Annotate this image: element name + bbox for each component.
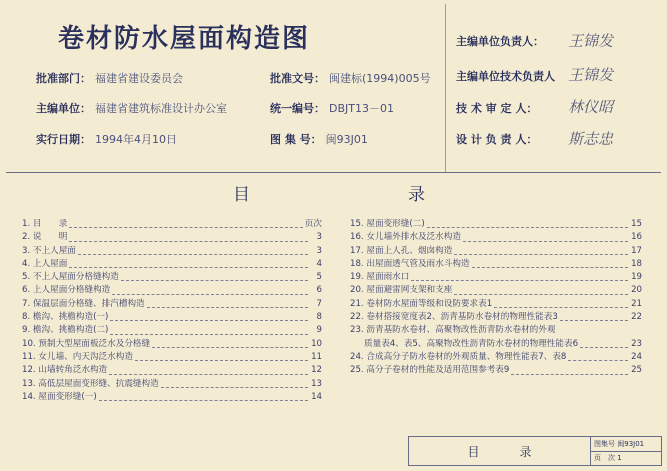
toc-item — [22, 284, 322, 297]
toc-item — [22, 271, 322, 284]
toc-item-label: 18. 出屋面透气管及雨水斗构造 — [350, 258, 470, 269]
toc-leader — [511, 374, 628, 375]
toc-item — [22, 298, 322, 311]
toc-leader — [109, 374, 308, 375]
toc-item-label: 8. 檐沟、挑檐构造(一) — [22, 312, 109, 323]
toc-item — [22, 378, 322, 391]
signature-1: 王锦发 — [568, 32, 614, 50]
toc-item — [22, 338, 322, 351]
toc-leader — [69, 241, 308, 242]
toc-item-page: 15 — [631, 219, 642, 229]
toc-item-label: 23. 沥青基防水卷材、高聚物改性沥青防水卷材的外观 — [350, 325, 556, 336]
toc-item-label: 9. 檐沟、挑檐构造(二) — [22, 325, 109, 336]
toc-left-column — [22, 218, 322, 404]
toc-leader — [99, 400, 308, 401]
toc-leader — [147, 307, 308, 308]
toc-item — [22, 231, 322, 244]
toc-item-page: 17 — [631, 245, 642, 256]
toc-item-page: 6 — [316, 285, 322, 296]
toc-item — [350, 218, 642, 231]
toc-item-label: 21. 卷材防水屋面等级和设防要求表1 — [350, 298, 493, 309]
toc-item — [350, 338, 642, 351]
toc-item-label: 15. 屋面变形缝(二) — [350, 219, 425, 229]
chief-unit: 主编单位： 福建省建筑标准设计办公室 — [36, 102, 227, 115]
title-block — [408, 436, 662, 466]
toc-right-column — [350, 218, 642, 378]
toc-leader — [78, 254, 308, 255]
title-block-name: 目 录 — [409, 437, 591, 465]
toc-item — [22, 324, 322, 337]
toc-item — [350, 245, 642, 258]
toc-item-label: 16. 女儿墙外排水及泛水构造 — [350, 232, 461, 243]
unified-number: 统一编号： DBJT13－01 — [270, 102, 394, 115]
toc-item — [350, 284, 642, 297]
toc-item-page: 14 — [311, 391, 322, 402]
toc-item-label: 5. 不上人屋面分格缝构造 — [22, 272, 119, 283]
toc-item-page: 16 — [631, 232, 642, 243]
signer-label-4: 设 计 负 责 人： — [456, 133, 538, 146]
toc-item-label: 7. 保温层面分格缝、排汽槽构造 — [22, 298, 145, 309]
title-block-info: 图集号 闽93J01 页 次 1 — [591, 437, 661, 465]
toc-heading-left: 目 — [233, 185, 250, 205]
toc-leader — [494, 307, 628, 308]
toc-item-label: 14. 屋面变形缝(一) — [22, 391, 97, 402]
toc-item-page: 19 — [631, 272, 642, 283]
toc-leader — [112, 294, 308, 295]
toc-leader — [121, 280, 308, 281]
toc-leader — [560, 320, 628, 321]
approval-doc: 批准文号： 闽建标(1994)005号 — [270, 72, 431, 85]
signer-label-1: 主编单位负责人： — [456, 35, 544, 48]
signature-3: 林仪昭 — [568, 98, 614, 116]
toc-item — [22, 311, 322, 324]
toc-item-page: 页次 — [304, 219, 322, 229]
toc-item-label: 22. 卷材搭接宽度表2、沥青基防水卷材的物理性能表3 — [350, 312, 558, 323]
toc-item-page: 23 — [631, 338, 642, 349]
toc-leader — [454, 294, 628, 295]
toc-item-label: 25. 高分子卷材的性能及适用范围参考表9 — [350, 365, 510, 376]
toc-item-page: 25 — [631, 365, 642, 376]
toc-leader — [427, 227, 628, 228]
toc-item-label: 2. 说 明 — [22, 232, 68, 243]
toc-item-page: 24 — [631, 351, 642, 362]
header-divider — [445, 4, 446, 172]
toc-leader — [161, 387, 308, 388]
toc-item-page: 11 — [311, 351, 322, 362]
toc-item-label: 20. 屋面避雷网支架和支座 — [350, 285, 453, 296]
toc-item — [22, 218, 322, 231]
toc-leader — [69, 227, 302, 228]
toc-item-page: 21 — [631, 298, 642, 309]
toc-item-page: 3 — [316, 232, 322, 243]
toc-leader — [454, 254, 628, 255]
toc-leader — [110, 334, 308, 335]
toc-leader — [568, 360, 628, 361]
toc-item-page: 8 — [316, 312, 322, 323]
toc-item — [350, 271, 642, 284]
toc-item-label: 13. 高低层屋面变形缝、抗震缝构造 — [22, 378, 159, 389]
toc-item-label: 3. 不上人屋面 — [22, 245, 76, 256]
toc-item-page: 18 — [631, 258, 642, 269]
toc-item-label: 11. 女儿墙、内天沟泛水构造 — [22, 351, 133, 362]
toc-item — [350, 364, 642, 377]
toc-leader — [411, 280, 628, 281]
atlas-number: 图 集 号： 闽93J01 — [270, 133, 368, 146]
toc-item — [22, 391, 322, 404]
toc-item — [22, 351, 322, 364]
toc-item-page: 3 — [316, 245, 322, 256]
approval-dept: 批准部门： 福建省建设委员会 — [36, 72, 183, 85]
toc-leader — [69, 267, 308, 268]
toc-item-label: 1. 目 录 — [22, 219, 68, 229]
toc-item — [350, 324, 642, 337]
toc-item-label: 19. 屋面雨水口 — [350, 272, 410, 283]
toc-item — [350, 258, 642, 271]
toc-item — [22, 245, 322, 258]
toc-item-page: 22 — [631, 312, 642, 323]
toc-leader — [580, 347, 628, 348]
toc-item — [350, 311, 642, 324]
toc-item-page: 9 — [316, 325, 322, 336]
signer-label-3: 技 术 审 定 人： — [456, 102, 538, 115]
toc-item-label: 4. 上人屋面 — [22, 258, 68, 269]
sheet-title: 卷材防水屋面构造图 — [58, 24, 311, 54]
toc-item — [350, 351, 642, 364]
toc-leader — [110, 320, 308, 321]
toc-item-label: 6. 上人屋面分格缝构造 — [22, 285, 111, 296]
toc-item — [22, 258, 322, 271]
toc-item — [350, 231, 642, 244]
toc-item-label: 12. 山墙转角泛水构造 — [22, 365, 108, 376]
toc-leader — [135, 360, 308, 361]
toc-item-label: 10. 预制大型屋面板泛水及分格缝 — [22, 338, 151, 349]
toc-item-label: 17. 屋面上人孔、烟囱构造 — [350, 245, 453, 256]
toc-heading-right: 录 — [408, 185, 425, 205]
toc-item-page: 7 — [316, 298, 322, 309]
signature-4: 斯志忠 — [568, 130, 614, 148]
toc-item-page: 10 — [311, 338, 322, 349]
toc-item-label: 24. 合成高分子防水卷材的外观质量、物理性能表7、表8 — [350, 351, 567, 362]
toc-item-page: 12 — [311, 365, 322, 376]
toc-item — [350, 298, 642, 311]
toc-item-page: 20 — [631, 285, 642, 296]
toc-item-page: 13 — [311, 378, 322, 389]
toc-leader — [152, 347, 308, 348]
toc-item-page: 5 — [316, 272, 322, 283]
toc-item — [22, 364, 322, 377]
toc-leader — [463, 241, 628, 242]
toc-item-page: 4 — [316, 258, 322, 269]
signer-label-2: 主编单位技术负责人 — [456, 70, 555, 83]
signature-2: 王锦发 — [568, 66, 614, 84]
header-rule — [6, 172, 661, 173]
toc-leader — [472, 267, 628, 268]
implementation-date: 实行日期： 1994年4月10日 — [36, 133, 177, 146]
toc-item-label: 质量表4、表5、高聚物改性沥青防水卷材的物理性能表6 — [364, 338, 579, 349]
